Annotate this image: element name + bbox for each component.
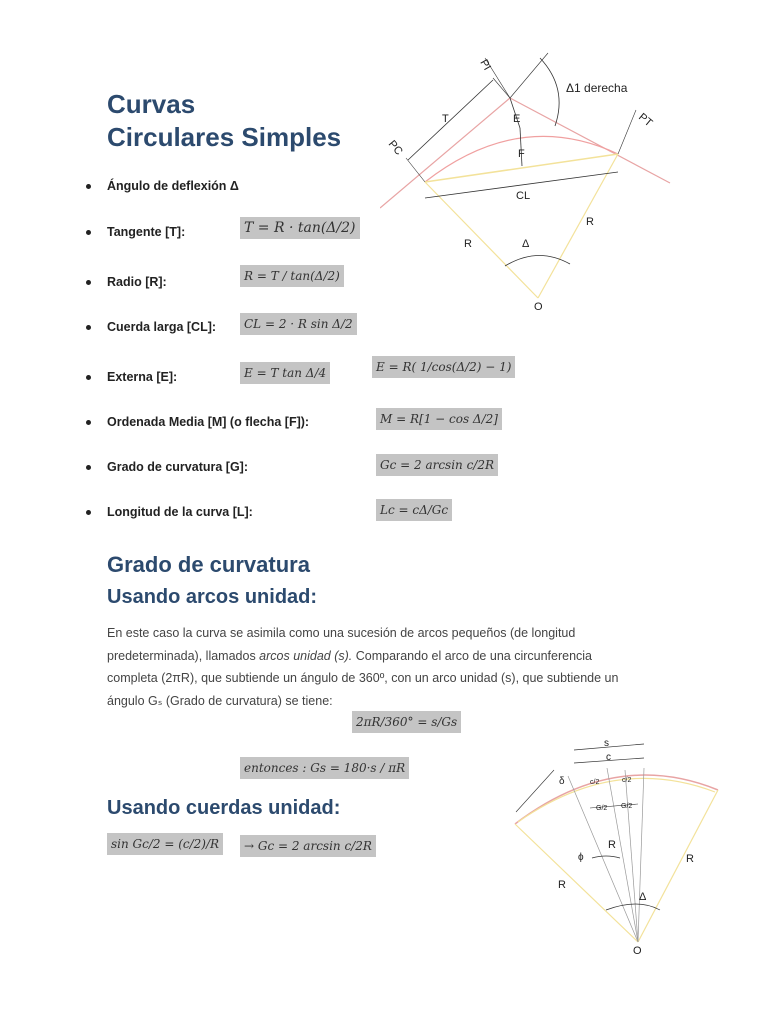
label-delta-small: δ [559, 776, 565, 787]
label-PC: PC [385, 138, 405, 158]
chord-arc [518, 778, 715, 822]
bullet-deflection: Ángulo de deflexión Δ [107, 179, 239, 193]
label-phi: ϕ [578, 852, 584, 863]
title-line-2: Circulares Simples [107, 122, 342, 152]
bullet-radius: Radio [R]: [107, 275, 167, 289]
label-g2-b: G/2 [621, 803, 633, 810]
label-R-left: R [464, 238, 472, 250]
subheading-chords: Usando cuerdas unidad: [107, 797, 341, 819]
formula-degree-curvature: Gc = 2 arcsin c/2R [376, 454, 498, 476]
label-c2-b: c/2 [622, 777, 632, 784]
formula-long-chord: CL = 2 · R sin Δ/2 [240, 313, 357, 335]
label-R-center: R [608, 839, 616, 851]
formula-sin: sin Gc/2 = (c/2)/R [107, 833, 223, 855]
para-line: predeterminada), llamados arcos unidad (s). Comparando el arco de una circunferencia [107, 648, 593, 663]
page-title [107, 88, 341, 154]
bullet-dot [86, 375, 91, 380]
formula-tangent: T = R · tan(Δ/2) [240, 217, 360, 239]
label-c: c [606, 752, 611, 763]
label-c2-a: c/2 [590, 779, 600, 786]
label-E: E [513, 113, 521, 125]
bullet-degree-curvature: Grado de curvatura [G]: [107, 460, 248, 474]
label-s: s [604, 738, 609, 749]
label-R-right: R [586, 216, 594, 228]
title-line-1: Curvas [107, 89, 196, 119]
subheading-arcs: Usando arcos unidad: [107, 586, 318, 608]
curve-arc [515, 775, 718, 824]
label-F: F [518, 148, 525, 160]
label-CL: CL [516, 190, 531, 202]
bullet-long-chord: Cuerda larga [CL]: [107, 320, 217, 334]
formula-middle-ordinate: M = R[1 − cos Δ/2] [376, 408, 502, 430]
bullet-dot [86, 465, 91, 470]
bullet-dot [86, 280, 91, 285]
label-PI: PI [477, 57, 493, 73]
formula-ratio: 2πR/360° = s/Gs [352, 711, 461, 733]
label-R-right: R [686, 853, 694, 865]
label-delta1-right: Δ1 derecha [566, 81, 628, 95]
para-line: completa (2πR), que subtiende un ángulo de 360º, con un arco unidad (s), que subtiende un [107, 671, 619, 685]
bullet-curve-length: Longitud de la curva [L]: [107, 505, 253, 519]
label-g2-a: G/2 [596, 805, 608, 812]
middle-ordinate-line [520, 128, 522, 166]
label-R-left: R [558, 879, 566, 891]
formula-entonces: entonces : Gs = 180·s / πR [240, 757, 409, 779]
paragraph-arcs [107, 622, 667, 712]
radius-line-2 [538, 154, 618, 298]
formula-radius: R = T / tan(Δ/2) [240, 265, 344, 287]
bullet-external: Externa [E]: [107, 370, 178, 384]
bullet-dot [86, 325, 91, 330]
formula-curve-length: Lc = cΔ/Gc [376, 499, 452, 521]
label-O: O [633, 945, 642, 957]
label-delta: Δ [522, 238, 530, 250]
label-T: T [442, 113, 449, 125]
label-O: O [534, 301, 543, 313]
para-line: En este caso la curva se asimila como una sucesión de arcos pequeños (de longitud [107, 626, 576, 640]
section-heading: Grado de curvatura [107, 552, 310, 577]
central-angle-arc [606, 904, 660, 910]
bullet-tangent: Tangente [T]: [107, 225, 186, 239]
bullet-dot [86, 230, 91, 235]
bullet-dot [86, 510, 91, 515]
forward-tangent-line [510, 98, 670, 183]
curve-elements-diagram [380, 48, 680, 318]
degree-curvature-diagram [510, 730, 725, 960]
label-delta: Δ [639, 891, 647, 903]
formula-external-1: E = T tan Δ/4 [240, 362, 330, 384]
radius-line-1 [515, 824, 638, 942]
bullet-dot [86, 420, 91, 425]
label-PT: PT [636, 111, 655, 130]
bullet-middle-ordinate: Ordenada Media [M] (o flecha [F]): [107, 415, 310, 429]
formula-external-2: E = R( 1/cos(Δ/2) − 1) [372, 356, 515, 378]
bullet-dot [86, 184, 91, 189]
radius-line-2 [638, 790, 718, 942]
para-line: ángulo Gₛ (Grado de curvatura) se tiene: [107, 693, 333, 708]
formula-arrow: → Gc = 2 arcsin c/2R [240, 835, 376, 857]
